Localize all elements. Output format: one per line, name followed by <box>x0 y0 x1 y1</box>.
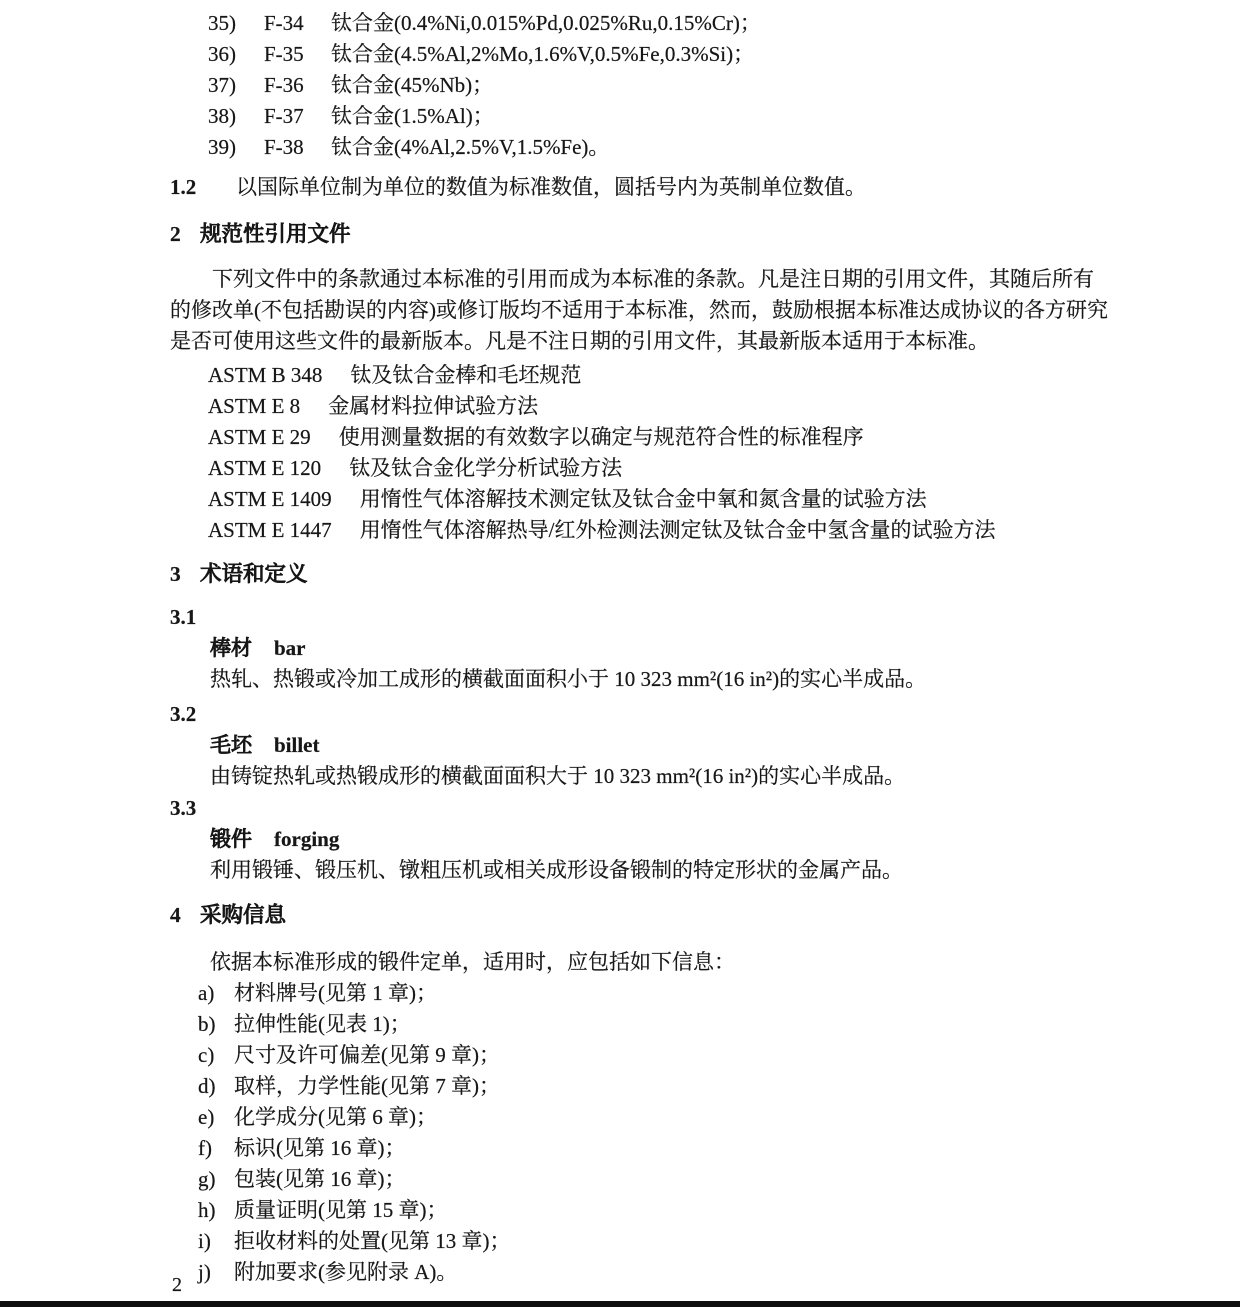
clause-text: 以国际单位制为单位的数值为标准数值，圆括号内为英制单位数值。 <box>236 175 866 199</box>
section-title: 术语和定义 <box>200 562 308 586</box>
reference-item <box>208 422 1210 453</box>
section-3-heading <box>170 559 1210 590</box>
term-name <box>210 730 1210 761</box>
term-name-zh: 毛坯 <box>210 733 252 757</box>
alloy-grade: F-35 <box>264 42 304 66</box>
reference-code: ASTM E 120 <box>208 456 322 480</box>
term-name <box>210 824 1210 855</box>
item-text: 拉伸性能(见表 1)； <box>234 1012 411 1036</box>
reference-item <box>208 360 1210 391</box>
procurement-item <box>198 1071 1210 1102</box>
reference-code: ASTM B 348 <box>208 363 323 387</box>
item-letter: a) <box>198 981 215 1005</box>
reference-code: ASTM E 1409 <box>208 487 332 511</box>
term-clause-number: 3.1 <box>170 605 197 629</box>
procurement-item <box>198 1195 1210 1226</box>
term-name-en: bar <box>274 636 306 660</box>
procurement-intro: 依据本标准形成的锻件定单，适用时，应包括如下信息： <box>210 950 735 974</box>
procurement-item <box>198 1226 1210 1257</box>
section-2-heading <box>170 219 1210 250</box>
procurement-item <box>198 1040 1210 1071</box>
alloy-list-item <box>208 101 1210 132</box>
procurement-item <box>198 1164 1210 1195</box>
normative-references-paragraph <box>170 264 1210 357</box>
item-text: 附加要求(参见附录 A)。 <box>234 1260 458 1284</box>
term-clause-number: 3.3 <box>170 796 197 820</box>
procurement-item <box>198 1133 1210 1164</box>
list-number: 37) <box>208 73 236 97</box>
item-letter: b) <box>198 1012 216 1036</box>
item-text: 尺寸及许可偏差(见第 9 章)； <box>234 1043 500 1067</box>
term-name-zh: 锻件 <box>210 827 252 851</box>
section-number: 4 <box>170 903 181 927</box>
alloy-grade: F-36 <box>264 73 304 97</box>
reference-code: ASTM E 8 <box>208 394 301 418</box>
term-definition: 热轧、热锻或冷加工成形的横截面面积小于 10 323 mm²(16 in²)的实心半成品。 <box>210 667 927 691</box>
alloy-grade: F-34 <box>264 11 304 35</box>
term-definition: 利用锻锤、锻压机、镦粗压机或相关成形设备锻制的特定形状的金属产品。 <box>210 858 903 882</box>
alloy-list-item <box>208 8 1210 39</box>
item-letter: j) <box>198 1260 211 1284</box>
list-number: 36) <box>208 42 236 66</box>
alloy-grade: F-38 <box>264 135 304 159</box>
term-definition: 由铸锭热轧或热锻成形的横截面面积大于 10 323 mm²(16 in²)的实心半成品。 <box>210 764 906 788</box>
scan-edge-bar <box>0 1301 1240 1307</box>
alloy-list-item <box>208 70 1210 101</box>
procurement-item <box>198 978 1210 1009</box>
alloy-list-item <box>208 39 1210 70</box>
reference-item <box>208 515 1210 546</box>
alloy-composition: 钛合金(4.5%Al,2%Mo,1.6%V,0.5%Fe,0.3%Si)； <box>331 42 755 66</box>
alloy-composition: 钛合金(4%Al,2.5%V,1.5%Fe)。 <box>331 135 610 159</box>
paragraph-line: 的修改单(不包括勘误的内容)或修订版均不适用于本标准，然而，鼓励根据本标准达成协议的各方研究 <box>170 298 1108 322</box>
section-4-heading <box>170 900 1210 931</box>
item-text: 拒收材料的处置(见第 13 章)； <box>234 1229 511 1253</box>
list-number: 38) <box>208 104 236 128</box>
alloy-composition: 钛合金(45%Nb)； <box>331 73 494 97</box>
reference-list <box>208 360 1210 546</box>
reference-title: 使用测量数据的有效数字以确定与规范符合性的标准程序 <box>338 425 864 449</box>
alloy-list-item <box>208 132 1210 163</box>
term-clause-number: 3.2 <box>170 702 197 726</box>
procurement-item <box>198 1102 1210 1133</box>
page-number: 2 <box>172 1274 182 1296</box>
reference-title: 钛及钛合金化学分析试验方法 <box>349 456 623 480</box>
section-number: 2 <box>170 222 181 246</box>
item-letter: c) <box>198 1043 215 1067</box>
procurement-item <box>198 1257 1210 1288</box>
paragraph-line: 下列文件中的条款通过本标准的引用而成为本标准的条款。凡是注日期的引用文件，其随后所有 <box>212 267 1094 291</box>
alloy-grade: F-37 <box>264 104 304 128</box>
reference-title: 用惰性气体溶解技术测定钛及钛合金中氧和氮含量的试验方法 <box>359 487 927 511</box>
item-text: 包装(见第 16 章)； <box>234 1167 406 1191</box>
item-letter: f) <box>198 1136 212 1160</box>
list-number: 39) <box>208 135 236 159</box>
paragraph-line: 是否可使用这些文件的最新版本。凡是不注日期的引用文件，其最新版本适用于本标准。 <box>170 329 989 353</box>
alloy-composition: 钛合金(0.4%Ni,0.015%Pd,0.025%Ru,0.15%Cr)； <box>331 11 761 35</box>
section-title: 规范性引用文件 <box>200 222 351 246</box>
reference-title: 用惰性气体溶解热导/红外检测法测定钛及钛合金中氢含量的试验方法 <box>359 518 996 542</box>
item-text: 材料牌号(见第 1 章)； <box>234 981 437 1005</box>
list-number: 35) <box>208 11 236 35</box>
reference-code: ASTM E 1447 <box>208 518 332 542</box>
item-text: 标识(见第 16 章)； <box>234 1136 406 1160</box>
section-number: 3 <box>170 562 181 586</box>
item-letter: h) <box>198 1198 216 1222</box>
reference-item <box>208 484 1210 515</box>
term-name <box>210 633 1210 664</box>
reference-item <box>208 391 1210 422</box>
clause-number: 1.2 <box>170 175 197 199</box>
item-letter: d) <box>198 1074 216 1098</box>
item-text: 质量证明(见第 15 章)； <box>234 1198 448 1222</box>
item-text: 取样，力学性能(见第 7 章)； <box>234 1074 500 1098</box>
item-letter: g) <box>198 1167 216 1191</box>
section-title: 采购信息 <box>200 903 287 927</box>
item-letter: i) <box>198 1229 211 1253</box>
reference-item <box>208 453 1210 484</box>
procurement-item <box>198 1009 1210 1040</box>
alloy-composition: 钛合金(1.5%Al)； <box>331 104 494 128</box>
reference-title: 金属材料拉伸试验方法 <box>328 394 539 418</box>
reference-title: 钛及钛合金棒和毛坯规范 <box>350 363 582 387</box>
term-name-en: forging <box>274 827 340 851</box>
term-name-zh: 棒材 <box>210 636 252 660</box>
item-text: 化学成分(见第 6 章)； <box>234 1105 437 1129</box>
reference-code: ASTM E 29 <box>208 425 311 449</box>
term-name-en: billet <box>274 733 320 757</box>
clause-1-2 <box>170 172 1210 203</box>
item-letter: e) <box>198 1105 215 1129</box>
